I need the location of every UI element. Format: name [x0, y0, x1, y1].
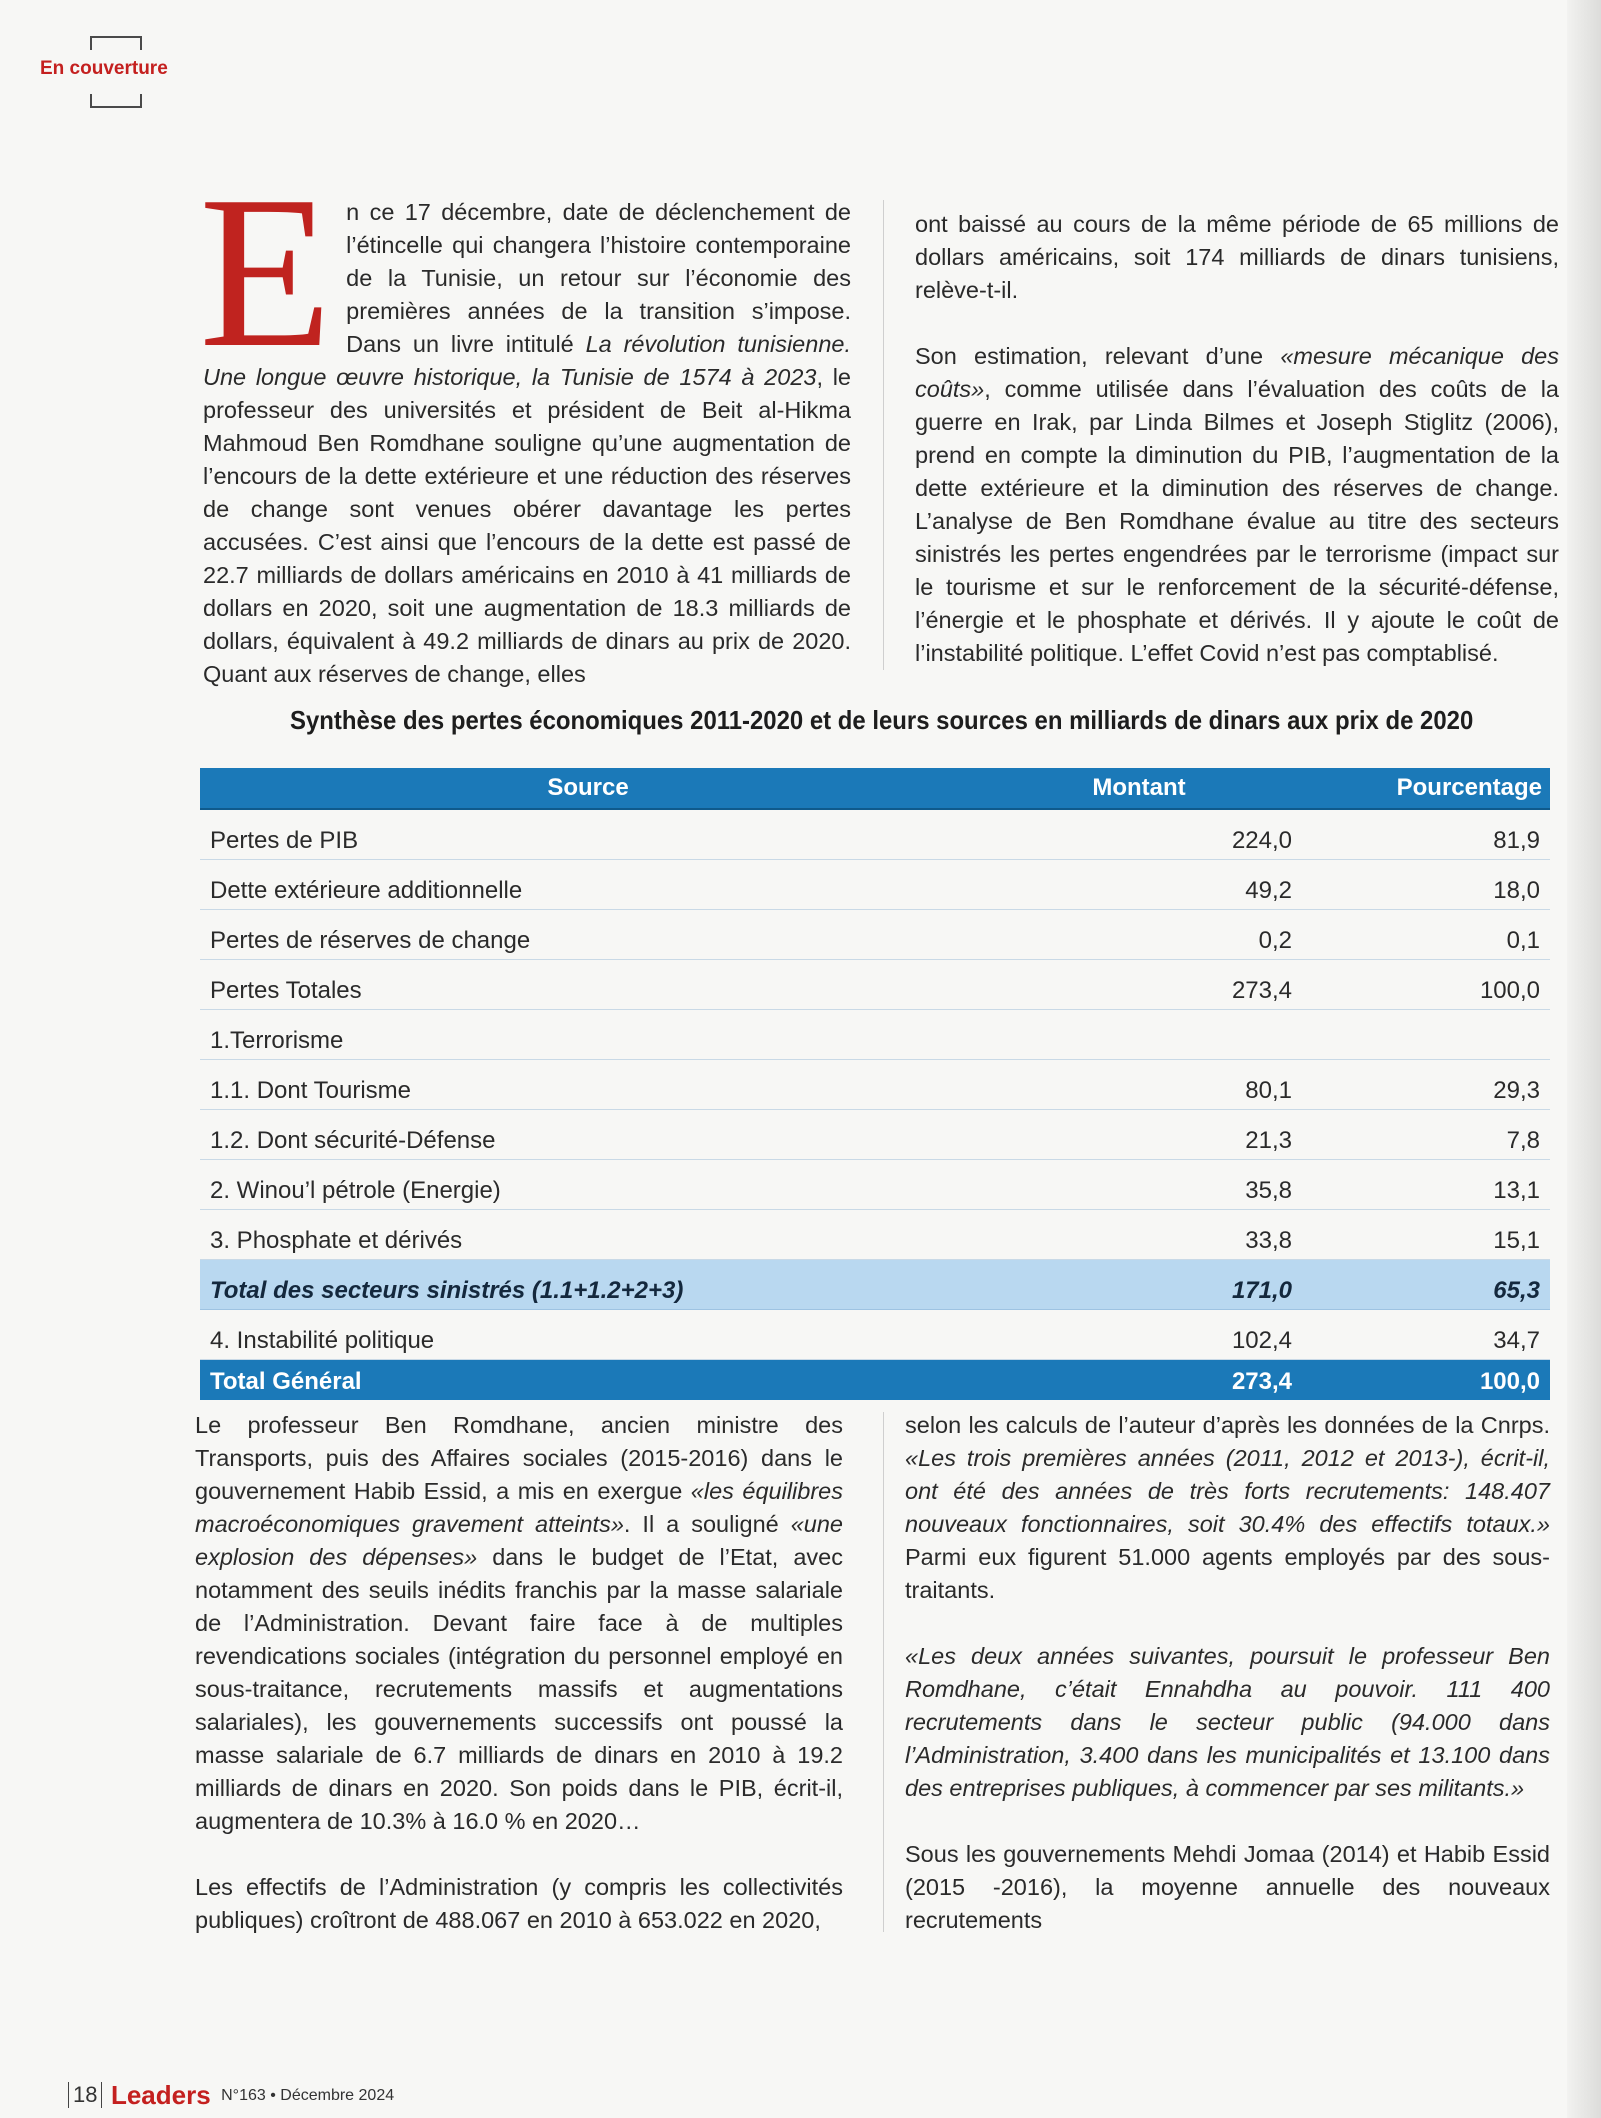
cell-amount: 171,0	[976, 1260, 1302, 1310]
table-row	[200, 1010, 1550, 1060]
subtotal-row	[200, 1260, 1550, 1310]
column-right-bottom	[905, 1409, 1550, 1937]
cell-percent: 29,3	[1302, 1060, 1550, 1110]
cell-percent: 100,0	[1302, 960, 1550, 1010]
cell-percent: 18,0	[1302, 860, 1550, 910]
table-header-row	[200, 768, 1550, 809]
column-right-top	[915, 208, 1559, 670]
table-row	[200, 809, 1550, 860]
cell-amount: 21,3	[976, 1110, 1302, 1160]
cell-amount: 49,2	[976, 860, 1302, 910]
grand-total-row	[200, 1360, 1550, 1401]
cell-source: 1.1. Dont Tourisme	[200, 1060, 976, 1110]
column-divider-top	[883, 200, 884, 670]
cell-source: Dette extérieure additionnelle	[200, 860, 976, 910]
table-row	[200, 1210, 1550, 1260]
paragraph-ennahdha: «Les deux années suivantes, poursuit le professeur Ben Romdhane, c’était Ennahdha au pouvoir. 111 400 recrutements dans le secteur public (94.000 dans l’Administration, 3.400 dans les municipalités et 13.100 dans des entreprises publiques, à commencer par ses militants.»	[905, 1643, 1550, 1801]
table-row	[200, 1060, 1550, 1110]
paragraph-estimation: Son estimation, relevant d’une «mesure mécanique des coûts», comme utilisée dans l’évaluation des coûts de la guerre en Irak, par Linda Bilmes et Joseph Stiglitz (2006), prend en compte la diminution du PIB, l’augmentation de la dette extérieure et la diminution des réserves de change. L’analyse de Ben Romdhane évalue au titre des secteurs sinistrés les pertes engendrées par le terrorisme (impact sur le tourisme et sur le renforcement de la sécurité-défense, l’énergie et le phosphate et dérivés. Il y ajoute le coût de l’instabilité politique. L’effet Covid n’est pas comptablisé.	[915, 343, 1559, 666]
cell-percent: 34,7	[1302, 1310, 1550, 1360]
cell-source: Total des secteurs sinistrés (1.1+1.2+2+3)	[200, 1260, 976, 1310]
cell-source: Pertes de réserves de change	[200, 910, 976, 960]
cell-amount: 33,8	[976, 1210, 1302, 1260]
drop-cap: E	[199, 152, 333, 393]
cell-source: 4. Instabilité politique	[200, 1310, 976, 1360]
cell-amount: 273,4	[976, 960, 1302, 1010]
section-label: En couverture	[40, 58, 168, 79]
magazine-logo: Leaders	[110, 2080, 211, 2110]
table-row	[200, 1310, 1550, 1360]
paragraph-professor: Le professeur Ben Romdhane, ancien ministre des Transports, puis des Affaires sociales (2015-2016) dans le gouvernement Habib Essid, a mis en exergue «les équilibres macroéconomiques gravement atteints». Il a souligné «une explosion des dépenses» dans le budget de l’Etat, avec notamment des seuils inédits franchis par la masse salariale de l’Administration. Devant faire face à de multiples revendications sociales (intégration du personnel employé en sous-traitance, recrutements massifs et augmentations salariales), les gouvernements successifs ont poussé la masse salariale de 6.7 milliards de dinars en 2010 à 19.2 milliards de dinars en 2020. Son poids dans le PIB, écrit-il, augmentera de 10.3% à 16.0 % en 2020…	[195, 1412, 843, 1834]
book-title: La révolution tunisienne. Une longue œuvre historique, la Tunisie de 1574 à 2023	[203, 331, 851, 390]
table-row	[200, 1160, 1550, 1210]
cell-percent: 13,1	[1302, 1160, 1550, 1210]
cell-amount	[976, 1010, 1302, 1060]
cell-source: 3. Phosphate et dérivés	[200, 1210, 976, 1260]
bracket-bottom	[90, 94, 142, 108]
column-left-top	[199, 152, 851, 691]
page-number: 18	[68, 2082, 102, 2108]
cell-percent: 0,1	[1302, 910, 1550, 960]
cell-amount: 224,0	[976, 809, 1302, 860]
cell-source: 1.Terrorisme	[200, 1010, 976, 1060]
table-row	[200, 960, 1550, 1010]
cell-percent: 81,9	[1302, 809, 1550, 860]
cell-amount: 273,4	[976, 1360, 1302, 1401]
section-tag	[40, 36, 168, 106]
cell-source: 2. Winou’l pétrole (Energie)	[200, 1160, 976, 1210]
cell-amount: 0,2	[976, 910, 1302, 960]
table-row	[200, 910, 1550, 960]
page-edge-shadow	[1567, 0, 1601, 2118]
cell-amount: 102,4	[976, 1310, 1302, 1360]
cell-source: Pertes de PIB	[200, 809, 976, 860]
cell-amount: 80,1	[976, 1060, 1302, 1110]
cell-percent: 100,0	[1302, 1360, 1550, 1401]
column-left-bottom	[195, 1409, 843, 1937]
table-title: Synthèse des pertes économiques 2011-2020 et de leurs sources en milliards de dinars aux prix de 2020	[290, 705, 1474, 735]
bracket-top	[90, 36, 142, 50]
cell-percent: 7,8	[1302, 1110, 1550, 1160]
cell-source: Total Général	[200, 1360, 976, 1401]
paragraph-reserves: ont baissé au cours de la même période de 65 millions de dollars américains, soit 174 milliards de dinars tunisiens, relève-t-il.	[915, 211, 1559, 303]
header-amount: Montant	[976, 768, 1302, 809]
issue-info: N°163 • Décembre 2024	[221, 2087, 395, 2104]
paragraph-effectifs: Les effectifs de l’Administration (y compris les collectivités publiques) croîtront de 488.067 en 2010 à 653.022 en 2020,	[195, 1874, 843, 1933]
column-divider-bottom	[883, 1412, 884, 1932]
cell-source: 1.2. Dont sécurité-Défense	[200, 1110, 976, 1160]
header-source: Source	[200, 768, 976, 809]
paragraph-jomaa: Sous les gouvernements Mehdi Jomaa (2014) et Habib Essid (2015 -2016), la moyenne annuelle des nouveaux recrutements	[905, 1841, 1550, 1933]
cell-percent: 65,3	[1302, 1260, 1550, 1310]
header-percent: Pourcentage	[1302, 768, 1550, 809]
cell-percent: 15,1	[1302, 1210, 1550, 1260]
cell-source: Pertes Totales	[200, 960, 976, 1010]
cell-amount: 35,8	[976, 1160, 1302, 1210]
table-row	[200, 1110, 1550, 1160]
losses-table	[200, 768, 1550, 1400]
page-footer	[68, 2082, 394, 2112]
paragraph-cnrps: selon les calculs de l’auteur d’après les données de la Cnrps. «Les trois premières années (2011, 2012 et 2013-), écrit-il, ont été des années de très forts recrutements: 148.407 nouveaux fonctionnaires, soit 30.4% des effectifs totaux.» Parmi eux figurent 51.000 agents employés par des sous-traitants.	[905, 1412, 1550, 1603]
cell-percent	[1302, 1010, 1550, 1060]
paragraph-intro: En ce 17 décembre, date de déclenchement de l’étincelle qui changera l’histoire contemporaine de la Tunisie, un retour sur l’économie des premières années de la transition s’impose. Dans un livre intitulé La révolution tunisienne. Une longue œuvre historique, la Tunisie de 1574 à 2023, le professeur des universités et président de Beit al-Hikma Mahmoud Ben Romdhane souligne qu’une augmentation de l’encours de la dette extérieure et une réduction des réserves de change sont venues obérer davantage les pertes accusées. C’est ainsi que l’encours de la dette est passé de 22.7 milliards de dollars américains en 2010 à 41 milliards de dollars en 2020, soit une augmentation de 18.3 milliards de dollars, équivalent à 49.2 milliards de dinars au prix de 2020. Quant aux réserves de change, elles	[199, 152, 851, 687]
table-row	[200, 860, 1550, 910]
